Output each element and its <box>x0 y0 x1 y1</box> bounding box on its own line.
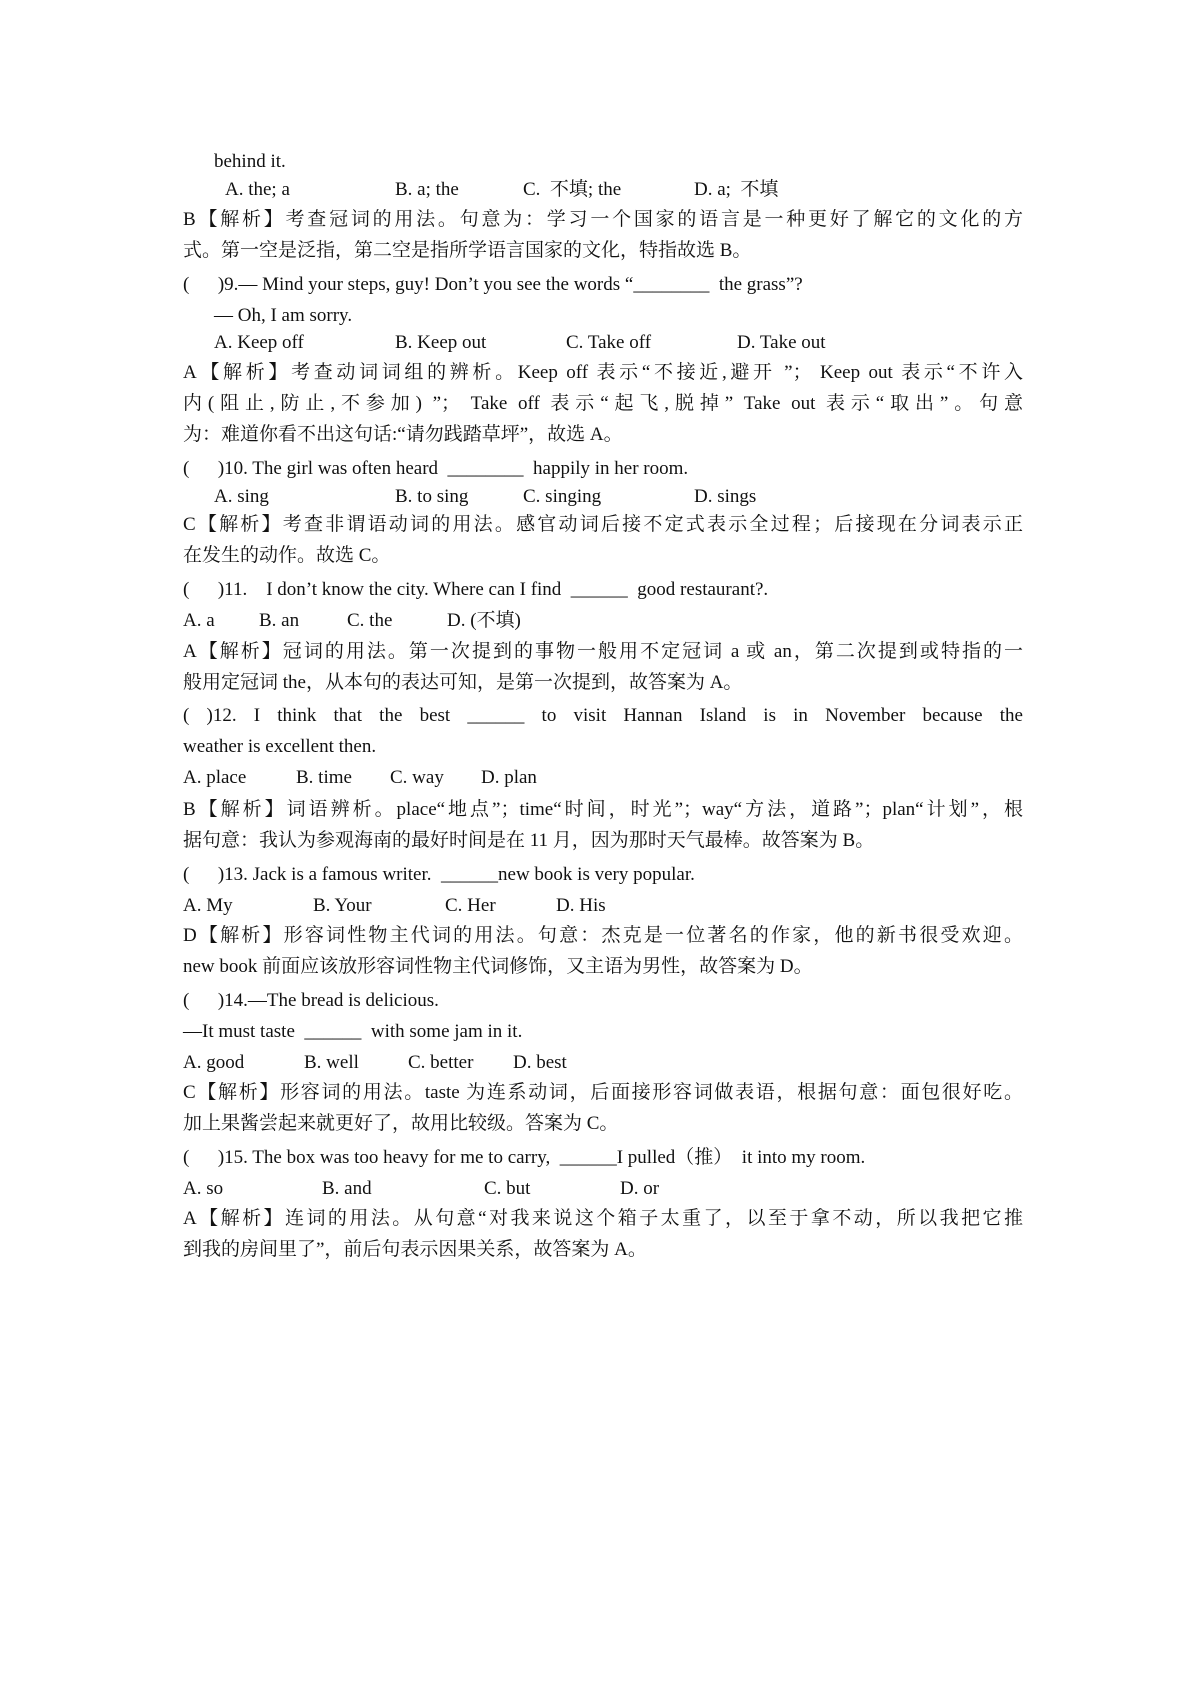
q14-option-b: B. well <box>304 1052 359 1073</box>
q10-option-d: D. sings <box>694 486 757 507</box>
q13-option-a: A. My <box>183 895 233 916</box>
q13-stem: ( )13. Jack is a famous writer. ______new book is very popular. <box>183 864 695 885</box>
q10-option-c: C. singing <box>523 486 602 507</box>
q8-explanation-line-2: 式。第一空是泛指，第二空是指所学语言国家的文化，特指故选 B。 <box>183 240 752 261</box>
q12-stem-line-1: ( )12. I think that the best ______ to visit Hannan Island is in November because the <box>183 705 1023 726</box>
q13-option-d: D. His <box>556 895 606 916</box>
q9-option-b: B. Keep out <box>395 332 487 353</box>
q15-explanation-line-2: 到我的房间里了”，前后句表示因果关系，故答案为 A。 <box>183 1239 647 1260</box>
q13-explanation-line-2: new book 前面应该放形容词性物主代词修饰，又主语为男性，故答案为 D。 <box>183 956 813 977</box>
q10-explanation-line-1: C【解析】考查非谓语动词的用法。感官动词后接不定式表示全过程；后接现在分词表示正 <box>183 514 1023 535</box>
q11-stem: ( )11. I don’t know the city. Where can I find ______ good restaurant?. <box>183 579 769 600</box>
q14-explanation-line-1: C【解析】形容词的用法。taste 为连系动词，后面接形容词做表语，根据句意：面包很好吃。 <box>183 1082 1023 1103</box>
q12-option-d: D. plan <box>481 767 537 788</box>
q12-option-a: A. place <box>183 767 247 788</box>
q8-option-a: A. the; a <box>225 179 290 200</box>
q15-option-c: C. but <box>484 1178 531 1199</box>
q9-explanation-line-3: 为：难道你看不出这句话:“请勿践踏草坪”，故选 A。 <box>183 424 623 445</box>
q10-explanation-line-2: 在发生的动作。故选 C。 <box>183 545 391 566</box>
q13-option-c: C. Her <box>445 895 496 916</box>
q9-reply: — Oh, I am sorry. <box>214 305 353 326</box>
q14-option-c: C. better <box>408 1052 474 1073</box>
q8-stem-continuation: behind it. <box>214 151 286 172</box>
q11-option-a: A. a <box>183 610 215 631</box>
q12-explanation-line-1: B【解析】词语辨析。place“地点”；time“时间，时光”；way“方法，道路”；plan“计划”，根 <box>183 799 1023 820</box>
q9-option-d: D. Take out <box>737 332 826 353</box>
q15-option-b: B. and <box>322 1178 372 1199</box>
q9-stem: ( )9.— Mind your steps, guy! Don’t you see the words “________ the grass”? <box>183 274 803 295</box>
q11-option-c: C. the <box>347 610 393 631</box>
q10-stem: ( )10. The girl was often heard ________ happily in her room. <box>183 458 689 479</box>
q14-explanation-line-2: 加上果酱尝起来就更好了，故用比较级。答案为 C。 <box>183 1113 619 1134</box>
q8-option-c: C. 不填; the <box>523 179 622 200</box>
q15-option-d: D. or <box>620 1178 660 1199</box>
q9-explanation-line-1: A【解析】考查动词词组的辨析。Keep off 表示“不接近,避开 ”； Keep out 表示“不许入 <box>183 362 1023 383</box>
q12-option-c: C. way <box>390 767 444 788</box>
q14-stem: ( )14.—The bread is delicious. <box>183 990 439 1011</box>
q8-option-b: B. a; the <box>395 179 459 200</box>
q9-option-a: A. Keep off <box>214 332 304 353</box>
q8-explanation-line-1: B【解析】考查冠词的用法。句意为：学习一个国家的语言是一种更好了解它的文化的方 <box>183 209 1023 230</box>
q14-reply: —It must taste ______ with some jam in it. <box>183 1021 523 1042</box>
q11-option-d: D. (不填) <box>447 610 521 631</box>
q8-option-d: D. a; 不填 <box>694 179 779 200</box>
q11-explanation-line-1: A【解析】冠词的用法。第一次提到的事物一般用不定冠词 a 或 an，第二次提到或特指的一 <box>183 641 1023 662</box>
q13-option-b: B. Your <box>313 895 372 916</box>
q11-option-b: B. an <box>259 610 300 631</box>
q10-option-b: B. to sing <box>395 486 469 507</box>
q11-explanation-line-2: 般用定冠词 the，从本句的表达可知，是第一次提到，故答案为 A。 <box>183 672 743 693</box>
q15-explanation-line-1: A【解析】连词的用法。从句意“对我来说这个箱子太重了，以至于拿不动，所以我把它推 <box>183 1208 1023 1229</box>
q15-option-a: A. so <box>183 1178 224 1199</box>
q9-option-c: C. Take off <box>566 332 652 353</box>
q14-option-d: D. best <box>513 1052 567 1073</box>
q10-option-a: A. sing <box>214 486 269 507</box>
q12-stem-line-2: weather is excellent then. <box>183 736 377 757</box>
q12-explanation-line-2: 据句意：我认为参观海南的最好时间是在 11 月，因为那时天气最棒。故答案为 B。 <box>183 830 875 851</box>
q15-stem: ( )15. The box was too heavy for me to carry, ______I pulled（推） it into my room. <box>183 1147 866 1168</box>
q13-explanation-line-1: D【解析】形容词性物主代词的用法。句意：杰克是一位著名的作家，他的新书很受欢迎。 <box>183 925 1023 946</box>
q14-option-a: A. good <box>183 1052 245 1073</box>
q9-explanation-line-2: 内(阻止,防止,不参加) ”； Take off 表示“起飞,脱掉” Take out 表示“取出”。句意 <box>183 393 1023 414</box>
q12-option-b: B. time <box>296 767 352 788</box>
